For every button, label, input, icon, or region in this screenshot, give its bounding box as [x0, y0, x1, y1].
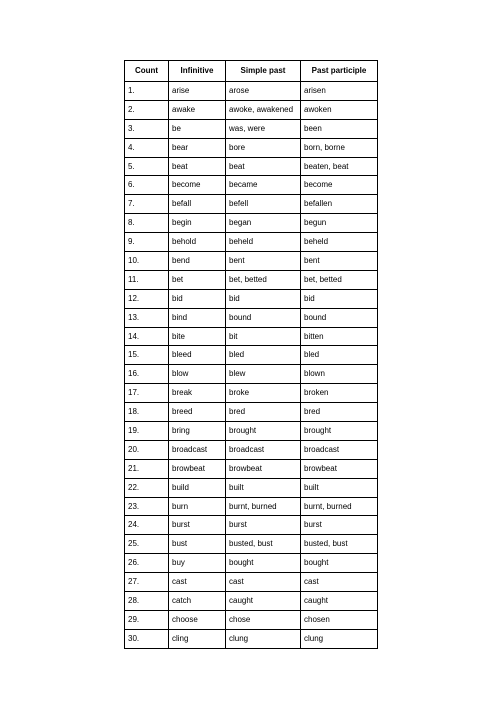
table-row [125, 592, 378, 611]
simple-past-cell: broadcast [226, 440, 301, 459]
past-participle-cell: befallen [301, 195, 378, 214]
table-row [125, 610, 378, 629]
simple-past-cell: bought [226, 554, 301, 573]
infinitive-cell: buy [169, 554, 226, 573]
count-cell: 23. [125, 497, 169, 516]
infinitive-cell: build [169, 478, 226, 497]
simple-past-cell: bound [226, 308, 301, 327]
simple-past-cell: chose [226, 610, 301, 629]
table-row [125, 157, 378, 176]
simple-past-cell: burnt, burned [226, 497, 301, 516]
count-cell: 27. [125, 573, 169, 592]
simple-past-cell: bent [226, 252, 301, 271]
table-row [125, 422, 378, 441]
count-cell: 21. [125, 459, 169, 478]
simple-past-cell: was, were [226, 119, 301, 138]
count-cell: 29. [125, 610, 169, 629]
infinitive-cell: bite [169, 327, 226, 346]
past-participle-cell: built [301, 478, 378, 497]
simple-past-cell: became [226, 176, 301, 195]
simple-past-cell: began [226, 214, 301, 233]
count-cell: 5. [125, 157, 169, 176]
count-cell: 3. [125, 119, 169, 138]
past-participle-cell: become [301, 176, 378, 195]
past-participle-cell: busted, bust [301, 535, 378, 554]
table-row [125, 270, 378, 289]
simple-past-cell: blew [226, 365, 301, 384]
simple-past-cell: broke [226, 384, 301, 403]
count-cell: 22. [125, 478, 169, 497]
infinitive-cell: bleed [169, 346, 226, 365]
simple-past-cell: befell [226, 195, 301, 214]
count-cell: 2. [125, 100, 169, 119]
infinitive-cell: bind [169, 308, 226, 327]
header-past-participle: Past participle [301, 61, 378, 82]
table-row [125, 516, 378, 535]
simple-past-cell: beheld [226, 233, 301, 252]
infinitive-cell: be [169, 119, 226, 138]
past-participle-cell: bred [301, 403, 378, 422]
count-cell: 19. [125, 422, 169, 441]
simple-past-cell: busted, bust [226, 535, 301, 554]
simple-past-cell: beat [226, 157, 301, 176]
table-row [125, 365, 378, 384]
infinitive-cell: awake [169, 100, 226, 119]
infinitive-cell: blow [169, 365, 226, 384]
infinitive-cell: befall [169, 195, 226, 214]
count-cell: 9. [125, 233, 169, 252]
table-row [125, 384, 378, 403]
infinitive-cell: bid [169, 289, 226, 308]
table-row [125, 289, 378, 308]
table-row [125, 100, 378, 119]
count-cell: 25. [125, 535, 169, 554]
simple-past-cell: built [226, 478, 301, 497]
infinitive-cell: cast [169, 573, 226, 592]
past-participle-cell: brought [301, 422, 378, 441]
simple-past-cell: bore [226, 138, 301, 157]
past-participle-cell: bought [301, 554, 378, 573]
table-body [125, 82, 378, 649]
count-cell: 10. [125, 252, 169, 271]
infinitive-cell: break [169, 384, 226, 403]
past-participle-cell: arisen [301, 82, 378, 101]
table-row [125, 440, 378, 459]
past-participle-cell: clung [301, 629, 378, 648]
table-row [125, 459, 378, 478]
count-cell: 11. [125, 270, 169, 289]
table-row [125, 327, 378, 346]
table-row [125, 403, 378, 422]
table-row [125, 535, 378, 554]
table-row [125, 214, 378, 233]
infinitive-cell: cling [169, 629, 226, 648]
past-participle-cell: browbeat [301, 459, 378, 478]
header-count: Count [125, 61, 169, 82]
infinitive-cell: bust [169, 535, 226, 554]
table-row [125, 119, 378, 138]
past-participle-cell: beheld [301, 233, 378, 252]
count-cell: 20. [125, 440, 169, 459]
past-participle-cell: bet, betted [301, 270, 378, 289]
simple-past-cell: cast [226, 573, 301, 592]
simple-past-cell: arose [226, 82, 301, 101]
header-infinitive: Infinitive [169, 61, 226, 82]
infinitive-cell: begin [169, 214, 226, 233]
infinitive-cell: catch [169, 592, 226, 611]
count-cell: 15. [125, 346, 169, 365]
count-cell: 8. [125, 214, 169, 233]
count-cell: 6. [125, 176, 169, 195]
infinitive-cell: become [169, 176, 226, 195]
past-participle-cell: chosen [301, 610, 378, 629]
infinitive-cell: bear [169, 138, 226, 157]
count-cell: 30. [125, 629, 169, 648]
simple-past-cell: bid [226, 289, 301, 308]
count-cell: 18. [125, 403, 169, 422]
infinitive-cell: beat [169, 157, 226, 176]
simple-past-cell: bit [226, 327, 301, 346]
table-row [125, 497, 378, 516]
table-row [125, 176, 378, 195]
infinitive-cell: burn [169, 497, 226, 516]
past-participle-cell: broken [301, 384, 378, 403]
count-cell: 16. [125, 365, 169, 384]
count-cell: 7. [125, 195, 169, 214]
past-participle-cell: bled [301, 346, 378, 365]
table-row [125, 252, 378, 271]
past-participle-cell: burnt, burned [301, 497, 378, 516]
count-cell: 12. [125, 289, 169, 308]
table-row [125, 629, 378, 648]
infinitive-cell: broadcast [169, 440, 226, 459]
infinitive-cell: burst [169, 516, 226, 535]
count-cell: 1. [125, 82, 169, 101]
simple-past-cell: bred [226, 403, 301, 422]
simple-past-cell: awoke, awakened [226, 100, 301, 119]
count-cell: 24. [125, 516, 169, 535]
past-participle-cell: awoken [301, 100, 378, 119]
past-participle-cell: bid [301, 289, 378, 308]
table-row [125, 308, 378, 327]
table-row [125, 233, 378, 252]
table-row [125, 195, 378, 214]
past-participle-cell: bound [301, 308, 378, 327]
past-participle-cell: begun [301, 214, 378, 233]
simple-past-cell: browbeat [226, 459, 301, 478]
simple-past-cell: bet, betted [226, 270, 301, 289]
infinitive-cell: bet [169, 270, 226, 289]
table-row [125, 82, 378, 101]
infinitive-cell: arise [169, 82, 226, 101]
past-participle-cell: been [301, 119, 378, 138]
table-row [125, 138, 378, 157]
table-row [125, 554, 378, 573]
simple-past-cell: burst [226, 516, 301, 535]
table-row [125, 346, 378, 365]
count-cell: 17. [125, 384, 169, 403]
infinitive-cell: bring [169, 422, 226, 441]
count-cell: 26. [125, 554, 169, 573]
irregular-verbs-table [124, 60, 378, 649]
simple-past-cell: clung [226, 629, 301, 648]
past-participle-cell: born, borne [301, 138, 378, 157]
past-participle-cell: bitten [301, 327, 378, 346]
simple-past-cell: bled [226, 346, 301, 365]
infinitive-cell: choose [169, 610, 226, 629]
infinitive-cell: browbeat [169, 459, 226, 478]
count-cell: 14. [125, 327, 169, 346]
past-participle-cell: caught [301, 592, 378, 611]
past-participle-cell: cast [301, 573, 378, 592]
past-participle-cell: beaten, beat [301, 157, 378, 176]
past-participle-cell: broadcast [301, 440, 378, 459]
simple-past-cell: brought [226, 422, 301, 441]
table-row [125, 573, 378, 592]
count-cell: 28. [125, 592, 169, 611]
past-participle-cell: bent [301, 252, 378, 271]
count-cell: 4. [125, 138, 169, 157]
infinitive-cell: breed [169, 403, 226, 422]
infinitive-cell: bend [169, 252, 226, 271]
table-header-row [125, 61, 378, 82]
simple-past-cell: caught [226, 592, 301, 611]
past-participle-cell: burst [301, 516, 378, 535]
header-simple-past: Simple past [226, 61, 301, 82]
table-row [125, 478, 378, 497]
infinitive-cell: behold [169, 233, 226, 252]
count-cell: 13. [125, 308, 169, 327]
past-participle-cell: blown [301, 365, 378, 384]
